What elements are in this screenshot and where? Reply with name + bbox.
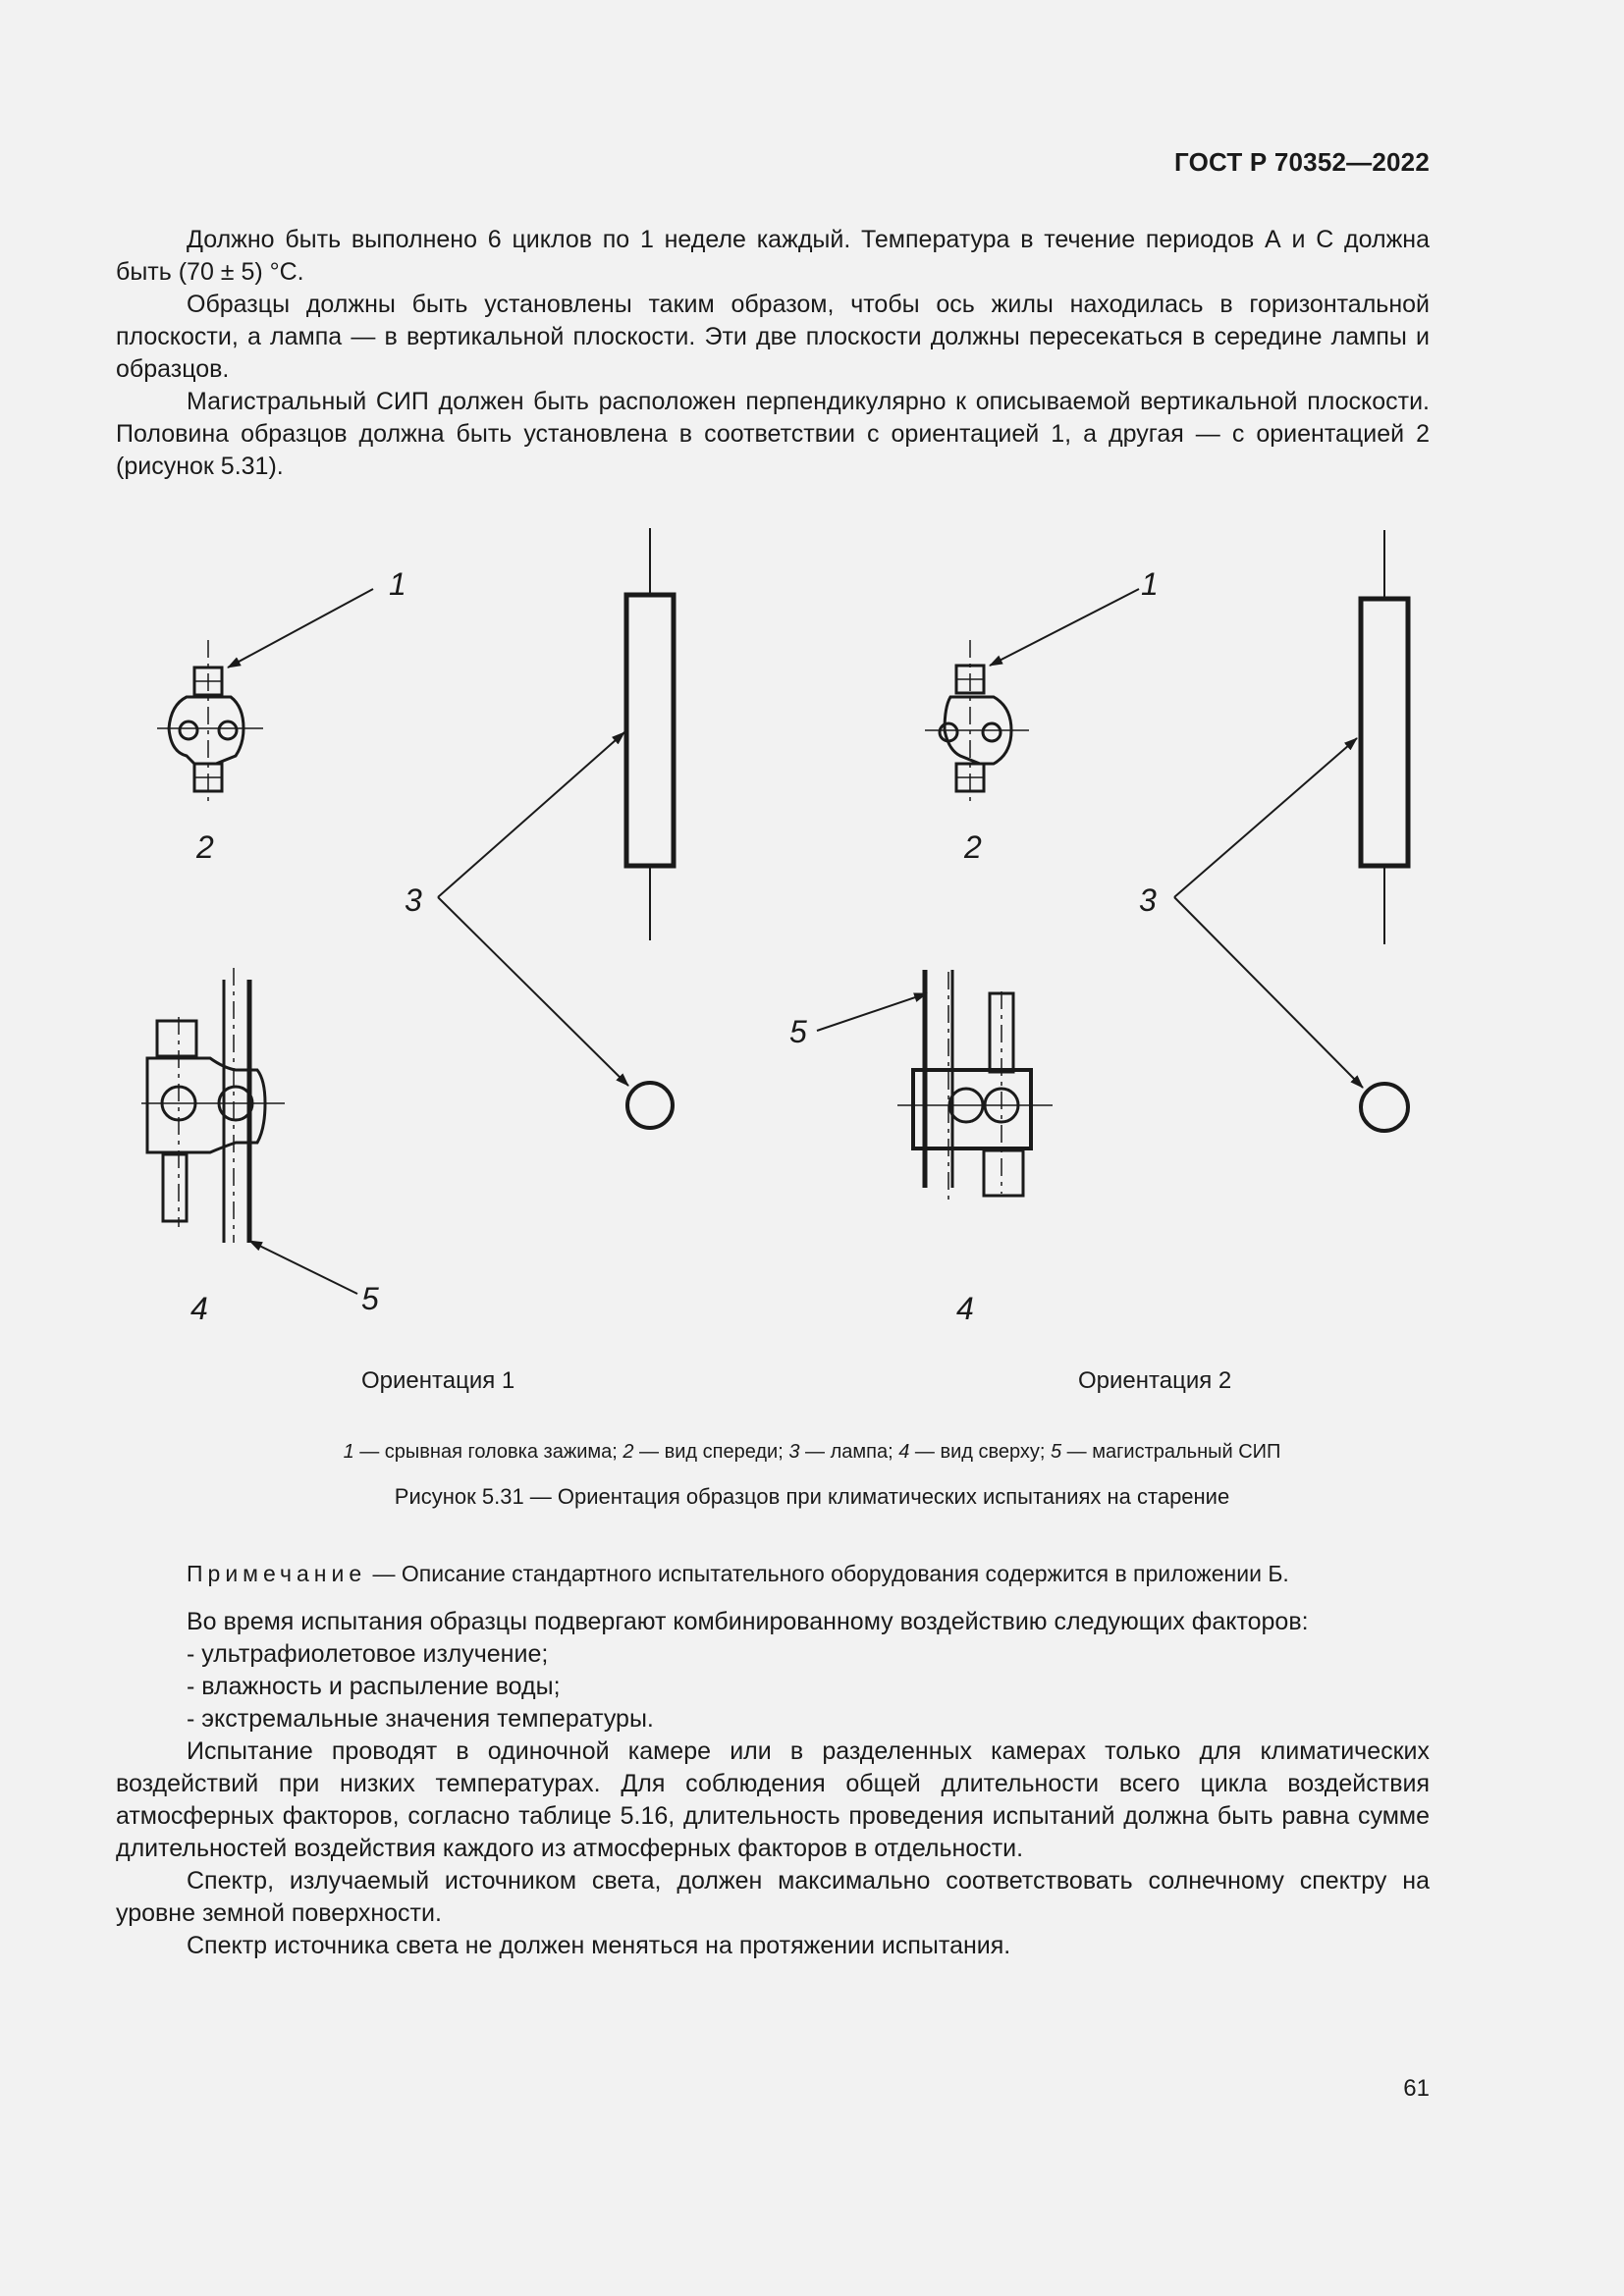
lamp-side-view-1: [626, 528, 674, 940]
top-view-1: [141, 968, 285, 1243]
figure-caption: Рисунок 5.31 — Ориентация образцов при климатических испытаниях на старение: [394, 1484, 1230, 1509]
label-3-left: 3: [405, 882, 422, 918]
leader-line-3b: [438, 897, 628, 1086]
paragraph-planes: [116, 289, 1430, 386]
label-1-left: 1: [389, 566, 406, 602]
paragraph-text: Магистральный СИП должен быть расположен перпендикулярно к описываемой вертикальной плоскости. Половина образцов должна быть установлена в соответствии с ориентацией 1, а другая — с ориентацией 2 (рисунок 5.31).: [116, 388, 1430, 480]
leader-line-5a: [249, 1241, 357, 1294]
front-view-2: [925, 640, 1029, 805]
label-5-left: 5: [361, 1281, 379, 1316]
leader-line-5b: [817, 993, 927, 1031]
lamp-side-view-2: [1361, 530, 1408, 944]
paragraph-chambers: [116, 1735, 1430, 1865]
front-view-1: [157, 640, 263, 805]
page-number: 61: [1403, 2075, 1430, 2102]
factor-item-uv: - ультрафиолетовое излучение;: [187, 1640, 549, 1668]
leader-line-1b: [990, 589, 1139, 666]
leader-line-3c: [1174, 738, 1357, 897]
factor-item-humidity: - влажность и распыление воды;: [187, 1673, 561, 1700]
factor-item-temperature: - экстремальные значения температуры.: [187, 1705, 654, 1733]
label-1-right: 1: [1141, 566, 1159, 602]
figure-legend: 1 — срывная головка зажима; 2 — вид спереди; 3 — лампа; 4 — вид сверху; 5 — магистральный СИП: [343, 1441, 1281, 1463]
lamp-top-view-1: [627, 1083, 673, 1128]
lamp-top-view-2: [1361, 1084, 1408, 1131]
paragraph-text: Испытание проводят в одиночной камере или в разделенных камерах только для климатических воздействий при низких температурах. Для соблюдения общей длительности всего цикла воздействия атмосферных факторов, согласно таблице 5.16, длительность проведения испытаний должна быть равна сумме длительностей воздействия каждого из атмосферных факторов в отдельности.: [116, 1737, 1430, 1862]
leader-line-3d: [1174, 897, 1363, 1088]
label-2-left: 2: [196, 829, 214, 865]
figure-5-31: [0, 510, 1624, 1423]
note: [187, 1561, 1289, 1587]
leader-line-1: [228, 589, 373, 667]
paragraph-text: Образцы должны быть установлены таким образом, чтобы ось жилы находилась в горизонтальной плоскости, а лампа — в вертикальной плоскости. Эти две плоскости должны пересекаться в середине лампы и образцов.: [116, 291, 1430, 383]
paragraph-text: Спектр источника света не должен меняться на протяжении испытания.: [187, 1932, 1011, 1959]
orientation-1-label: Ориентация 1: [361, 1367, 515, 1394]
paragraph-spectrum: [116, 1865, 1430, 1930]
factors-intro: Во время испытания образцы подвергают комбинированному воздействию следующих факторов:: [187, 1608, 1309, 1635]
label-4-right: 4: [956, 1291, 974, 1326]
label-3-right: 3: [1139, 882, 1157, 918]
label-4-left: 4: [190, 1291, 208, 1326]
paragraph-text: Должно быть выполнено 6 циклов по 1 неделе каждый. Температура в течение периодов А и С должна быть (70 ± 5) °С.: [116, 226, 1430, 286]
document-header: ГОСТ Р 70352—2022: [1174, 147, 1430, 177]
label-5-right: 5: [789, 1014, 807, 1049]
label-2-right: 2: [964, 829, 982, 865]
paragraph-cycles: [116, 224, 1430, 289]
paragraph-text: Спектр, излучаемый источником света, должен максимально соответствовать солнечному спектру на уровне земной поверхности.: [116, 1867, 1430, 1927]
note-label: Примечание: [187, 1561, 367, 1586]
orientation-2-label: Ориентация 2: [1078, 1367, 1232, 1394]
note-text: — Описание стандартного испытательного оборудования содержится в приложении Б.: [366, 1561, 1289, 1586]
paragraph-spectrum-stable: [116, 1930, 1430, 1962]
paragraph-orientation: [116, 386, 1430, 483]
top-view-2: [897, 970, 1053, 1203]
leader-line-3a: [438, 732, 624, 897]
